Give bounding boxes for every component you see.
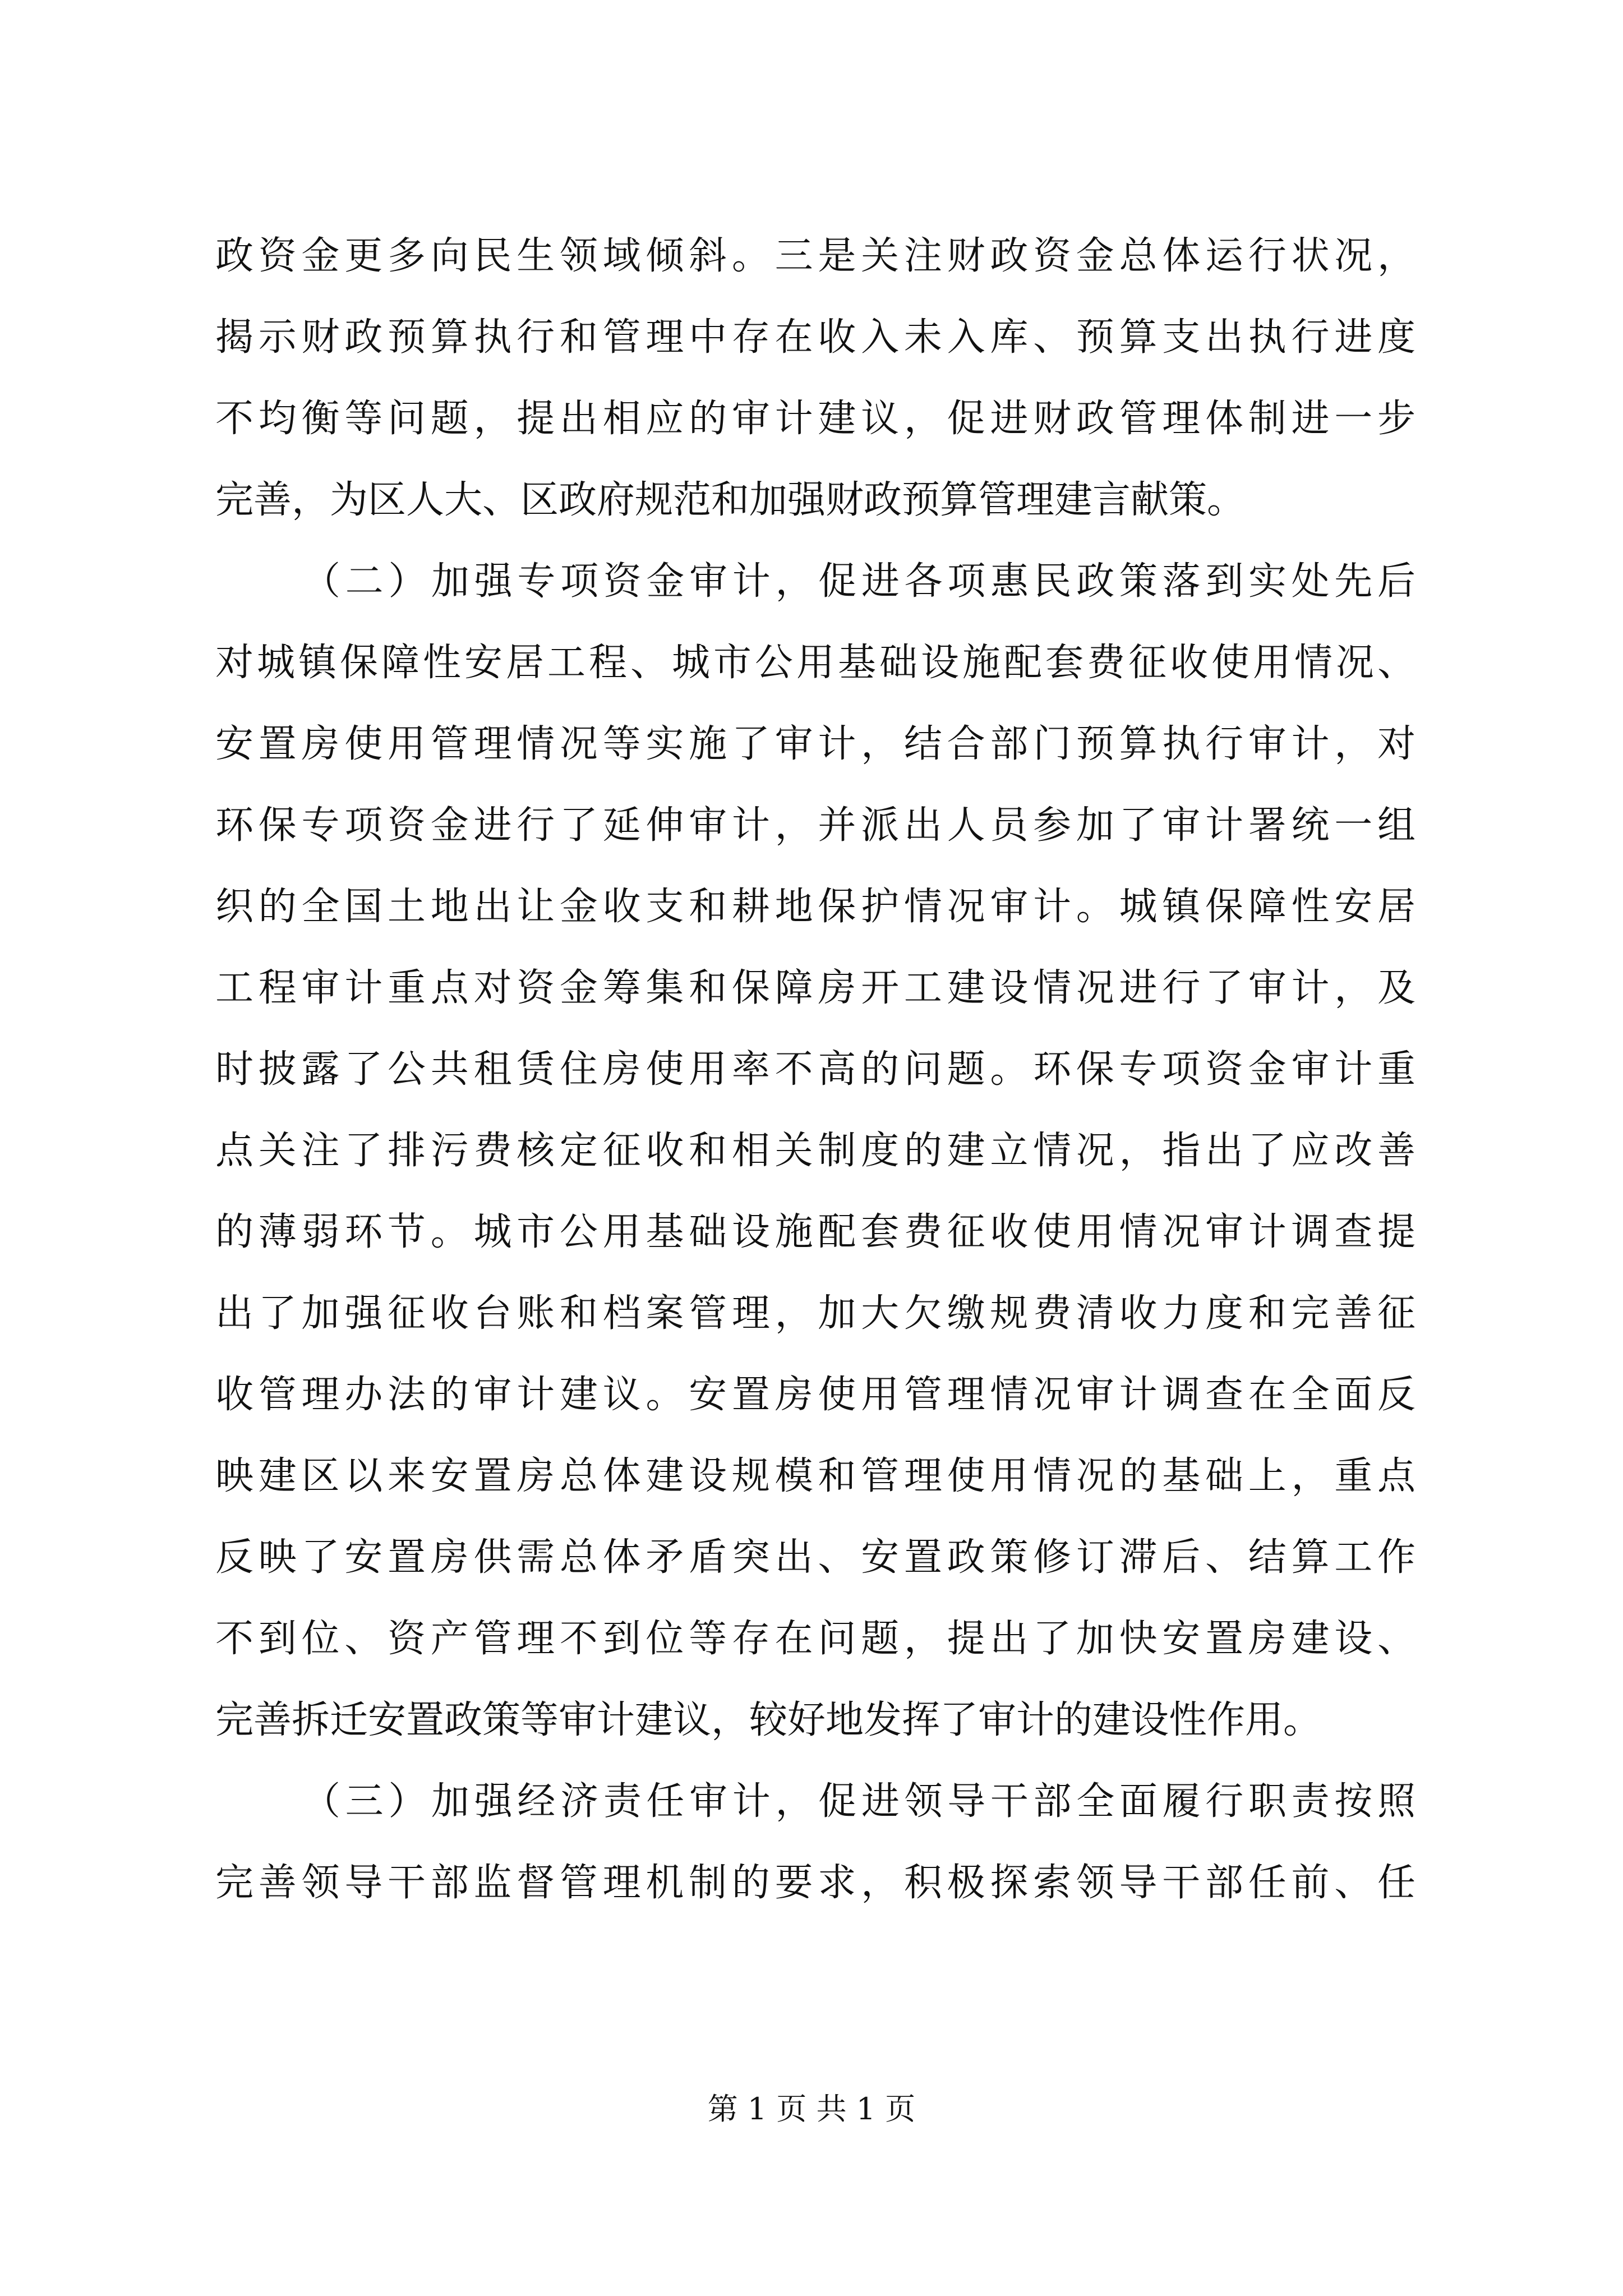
text-line: 映建区以来安置房总体建设规模和管理使用情况的基础上，重点 [215,1454,1415,1498]
text-line: 不到位、资产管理不到位等存在问题，提出了加快安置房建设、 [215,1617,1415,1661]
text-line: 完善领导干部监督管理机制的要求，积极探索领导干部任前、任 [215,1861,1415,1905]
text-line: 对城镇保障性安居工程、城市公用基础设施配套费征收使用情况、 [215,641,1415,685]
text-line: 环保专项资金进行了延伸审计，并派出人员参加了审计署统一组 [215,803,1415,848]
text-line: 时披露了公共租赁住房使用率不高的问题。环保专项资金审计重 [215,1047,1415,1092]
text-line: 收管理办法的审计建议。安置房使用管理情况审计调查在全面反 [215,1373,1415,1417]
text-line: 完善拆迁安置政策等审计建议，较好地发挥了审计的建设性作用。 [215,1698,1322,1742]
text-line: 不均衡等问题，提出相应的审计建议，促进财政管理体制进一步 [215,397,1415,441]
text-line: 揭示财政预算执行和管理中存在收入未入库、预算支出执行进度 [215,315,1415,360]
page-number-footer: 第 1 页 共 1 页 [707,2091,916,2127]
document-body [215,215,1415,1924]
text-line: 点关注了排污费核定征收和相关制度的建立情况，指出了应改善 [215,1129,1415,1173]
section-heading-line: （二）加强专项资金审计，促进各项惠民政策落到实处先后 [302,559,1415,604]
text-line: 反映了安置房供需总体矛盾突出、安置政策修订滞后、结算工作 [215,1535,1415,1580]
section-heading-line: （三）加强经济责任审计，促进领导干部全面履行职责按照 [302,1779,1415,1824]
text-line: 出了加强征收台账和档案管理，加大欠缴规费清收力度和完善征 [215,1291,1415,1336]
text-line: 安置房使用管理情况等实施了审计，结合部门预算执行审计，对 [215,722,1415,766]
text-line: 政资金更多向民生领域倾斜。三是关注财政资金总体运行状况， [215,234,1415,278]
text-line: 工程审计重点对资金筹集和保障房开工建设情况进行了审计，及 [215,966,1415,1010]
text-line: 完善，为区人大、区政府规范和加强财政预算管理建言献策。 [215,478,1246,522]
text-line: 织的全国土地出让金收支和耕地保护情况审计。城镇保障性安居 [215,885,1415,929]
text-line: 的薄弱环节。城市公用基础设施配套费征收使用情况审计调查提 [215,1210,1415,1254]
